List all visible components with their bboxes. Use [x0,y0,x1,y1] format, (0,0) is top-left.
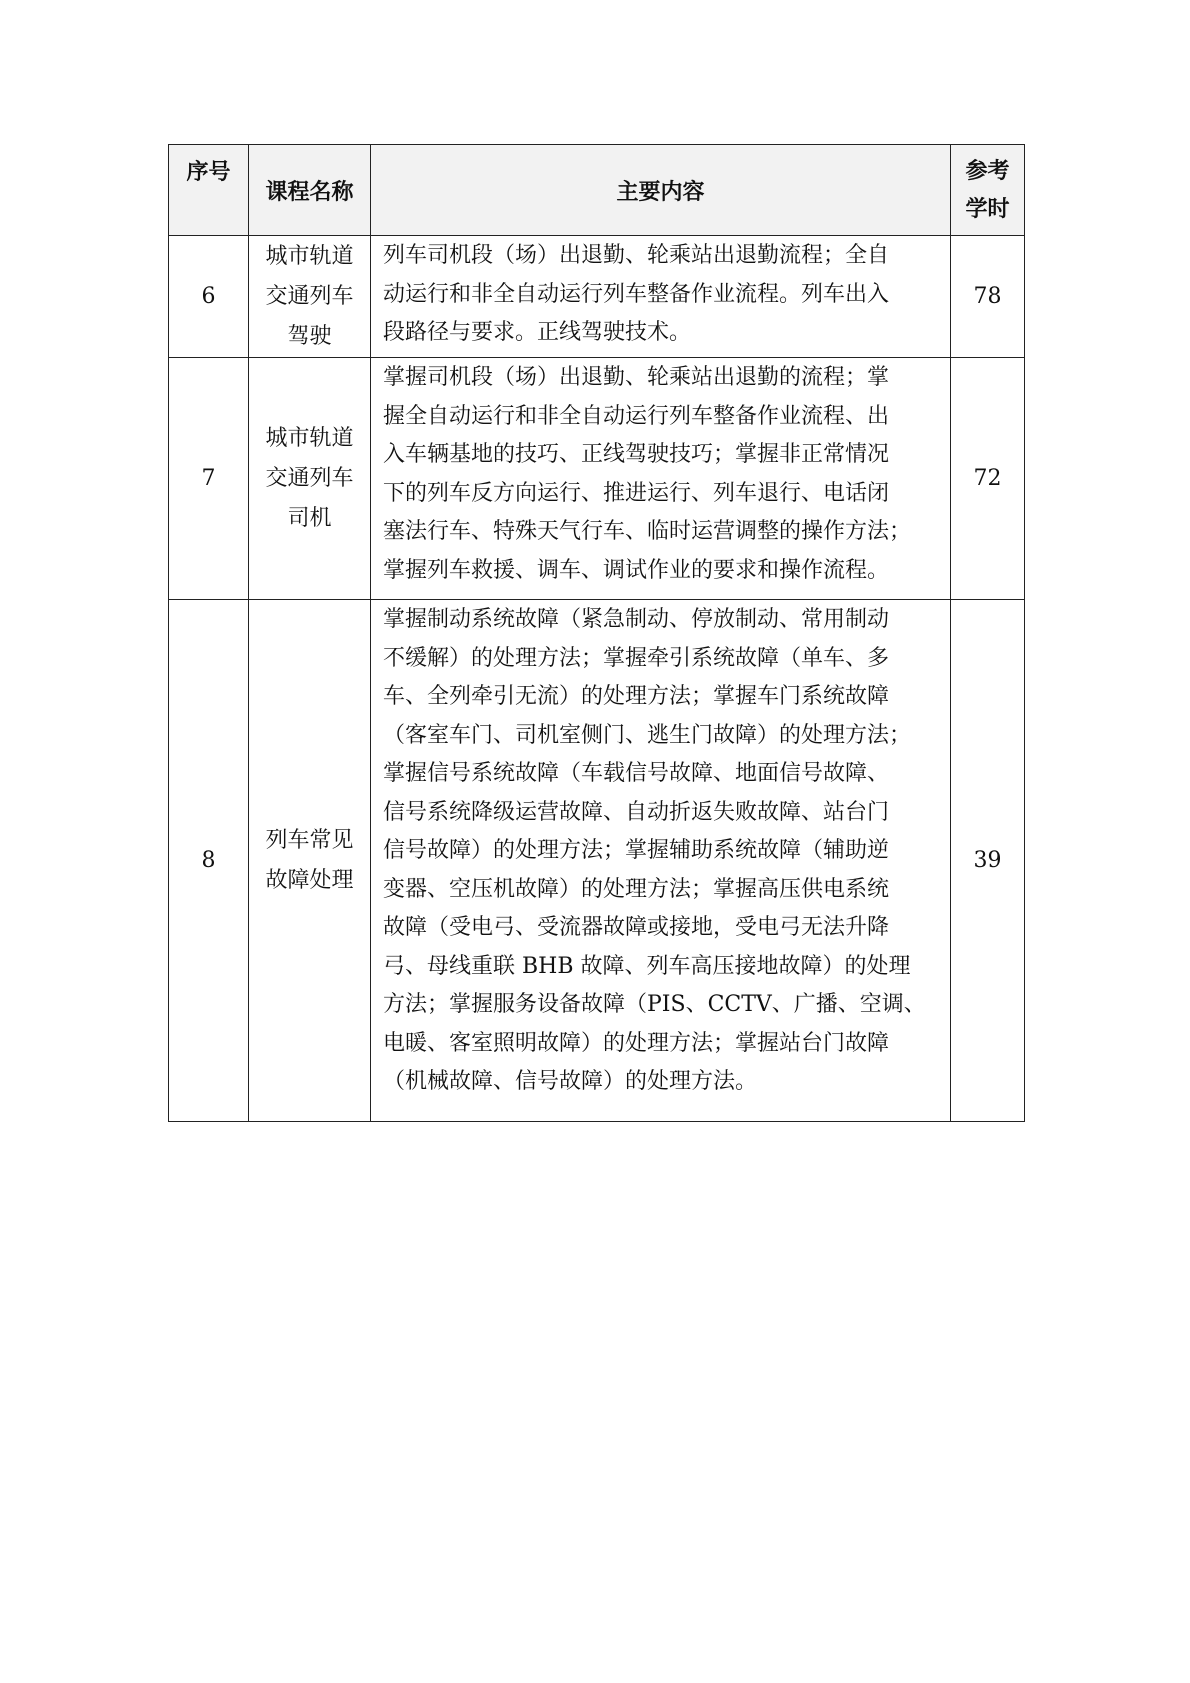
row-course-name: 城市轨道 交通列车 司机 [249,358,371,600]
row-main-content: 掌握司机段（场）出退勤、轮乘站出退勤的流程；掌 握全自动运行和非全自动运行列车整备作业流程、出 入车辆基地的技巧、正线驾驶技巧；掌握非正常情况 下的列车反方向运行、推进运行、列车退行、电话闭 塞法行车、特殊天气行车、临时运营调整的操作方法； 掌握列车救援、调车、调试作业的要求和操作流程。 [371,358,951,600]
row-course-name: 列车常见 故障处理 [249,600,371,1122]
row-reference-hours: 39 [951,600,1025,1122]
header-reference-hours: 参考 学时 [951,145,1025,236]
row-reference-hours: 78 [951,236,1025,358]
row-seq: 7 [169,358,249,600]
table-header-row [169,145,1025,236]
header-course-name: 课程名称 [249,145,371,236]
table-row [169,236,1025,358]
table-row [169,600,1025,1122]
table-row [169,358,1025,600]
course-table [168,144,1025,1122]
row-seq: 8 [169,600,249,1122]
row-reference-hours: 72 [951,358,1025,600]
header-main-content: 主要内容 [371,145,951,236]
row-main-content: 掌握制动系统故障（紧急制动、停放制动、常用制动 不缓解）的处理方法；掌握牵引系统故障（单车、多 车、全列牵引无流）的处理方法；掌握车门系统故障 （客室车门、司机室侧门、逃生门故障）的处理方法； 掌握信号系统故障（车载信号故障、地面信号故障、 信号系统降级运营故障、自动折返失败故障、站台门 信号故障）的处理方法；掌握辅助系统故障（辅助逆 变器、空压机故障）的处理方法；掌握高压供电系统 故障（受电弓、受流器故障或接地，受电弓无法升降 弓、母线重联 BHB 故障、列车高压接地故障）的处理 方法；掌握服务设备故障（PIS、CCTV、广播、空调、 电暖、客室照明故障）的处理方法；掌握站台门故障 （机械故障、信号故障）的处理方法。 [371,600,951,1122]
header-seq: 序号 [169,145,249,236]
row-seq: 6 [169,236,249,358]
row-main-content: 列车司机段（场）出退勤、轮乘站出退勤流程；全自 动运行和非全自动运行列车整备作业流程。列车出入 段路径与要求。正线驾驶技术。 [371,236,951,358]
row-course-name: 城市轨道 交通列车 驾驶 [249,236,371,358]
